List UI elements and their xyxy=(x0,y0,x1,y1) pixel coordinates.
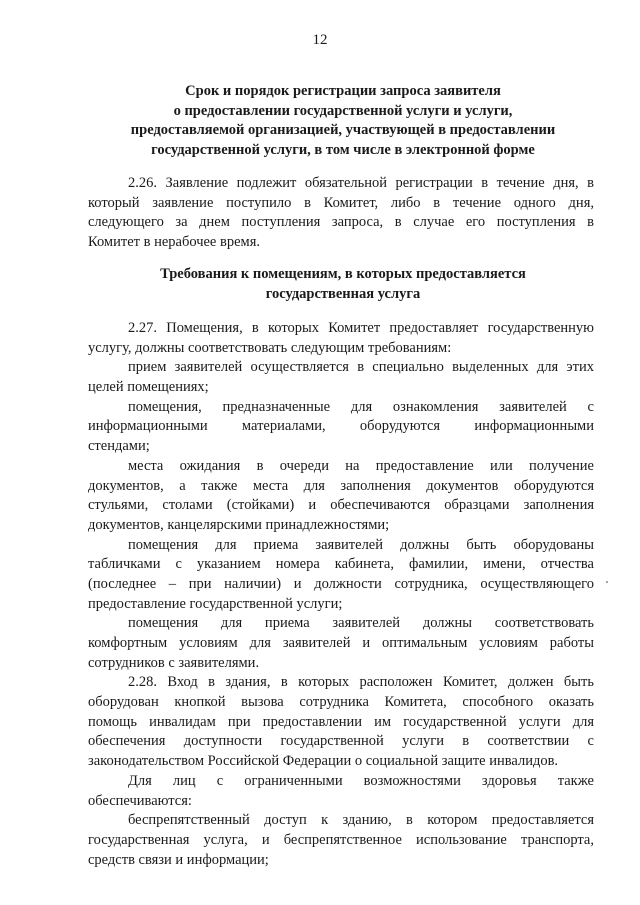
text-line: документов, а также места для заполнения документов оборудуются xyxy=(88,477,594,494)
text-line: (последнее – при наличии) и должности сотрудника, осуществляющего xyxy=(88,575,594,592)
text-line: помощь инвалидам при предоставлении им государственной услуги для xyxy=(88,713,594,730)
heading-line: о предоставлении государственной услуги и услуги, xyxy=(173,102,513,119)
text-line: государственная услуга, и беспрепятственное использование транспорта, xyxy=(88,831,594,848)
text-line: места ожидания в очереди на предоставление или получение xyxy=(128,457,594,474)
paragraphs-2-27-2-28 xyxy=(88,319,594,870)
text-line: стульями, столами (стойками) и обеспечиваются образцами заполнения xyxy=(88,497,594,514)
heading-line: Срок и порядок регистрации запроса заявителя xyxy=(185,83,501,99)
text-line: документов, канцелярскими принадлежностями; xyxy=(88,516,390,533)
section-heading-registration xyxy=(88,82,598,161)
text-line: средств связи и информации; xyxy=(88,851,269,868)
heading-line: государственная услуга xyxy=(265,285,421,302)
text-line: помещения для приема заявителей должны быть оборудованы xyxy=(128,536,594,553)
section-heading-premises xyxy=(88,265,598,304)
text-line: целей помещениях; xyxy=(88,379,209,396)
text-line: услугу, должны соответствовать следующим требованиям: xyxy=(88,339,452,356)
text-line: комфортным условиям для заявителей и оптимальным условиям работы xyxy=(88,635,594,651)
text-line: следующего за днем поступления запроса, в случае его поступления в xyxy=(88,214,594,231)
text-line: Для лиц с ограниченными возможностями здоровья также xyxy=(128,772,594,789)
text-line: предоставление государственной услуги; xyxy=(88,595,343,612)
text-line: который заявление поступило в Комитет, либо в течение одного дня, xyxy=(88,194,594,211)
text-line: беспрепятственный доступ к зданию, в котором предоставляется xyxy=(128,812,594,829)
text-line: Комитет в нерабочее время. xyxy=(88,234,260,251)
text-line: табличками с указанием номера кабинета, фамилии, имени, отчества xyxy=(88,556,594,573)
text-line: информационными материалами, оборудуются информационными xyxy=(88,418,594,435)
text-line: 2.26. Заявление подлежит обязательной регистрации в течение дня, в xyxy=(128,175,594,191)
text-line: обеспечиваются: xyxy=(88,792,192,809)
page-number: 12 xyxy=(312,32,328,48)
text-line: помещения, предназначенные для ознакомления заявителей с xyxy=(128,398,594,415)
heading-line: Требования к помещениям, в которых предоставляется xyxy=(160,266,526,282)
text-line: прием заявителей осуществляется в специально выделенных для этих xyxy=(128,359,594,376)
text-line: обеспечения доступности государственной услуги в соответствии с xyxy=(88,733,594,750)
text-line: оборудован кнопкой вызова сотрудника Комитета, способного оказать xyxy=(88,694,594,711)
text-line: сотрудников с заявителями. xyxy=(88,654,260,671)
heading-line: государственной услуги, в том числе в электронной форме xyxy=(151,142,535,159)
text-line: законодательством Российской Федерации о социальной защите инвалидов. xyxy=(88,753,559,770)
paragraph-2-26 xyxy=(88,174,594,253)
text-line: 2.27. Помещения, в которых Комитет предоставляет государственную xyxy=(128,320,594,336)
text-line: помещения для приема заявителей должны соответствовать xyxy=(128,615,594,632)
text-line: 2.28. Вход в здания, в которых расположен Комитет, должен быть xyxy=(128,674,594,691)
text-line: стендами; xyxy=(88,438,150,455)
scan-speck xyxy=(606,581,608,583)
heading-line: предоставляемой организацией, участвующей в предоставлении xyxy=(130,122,556,139)
